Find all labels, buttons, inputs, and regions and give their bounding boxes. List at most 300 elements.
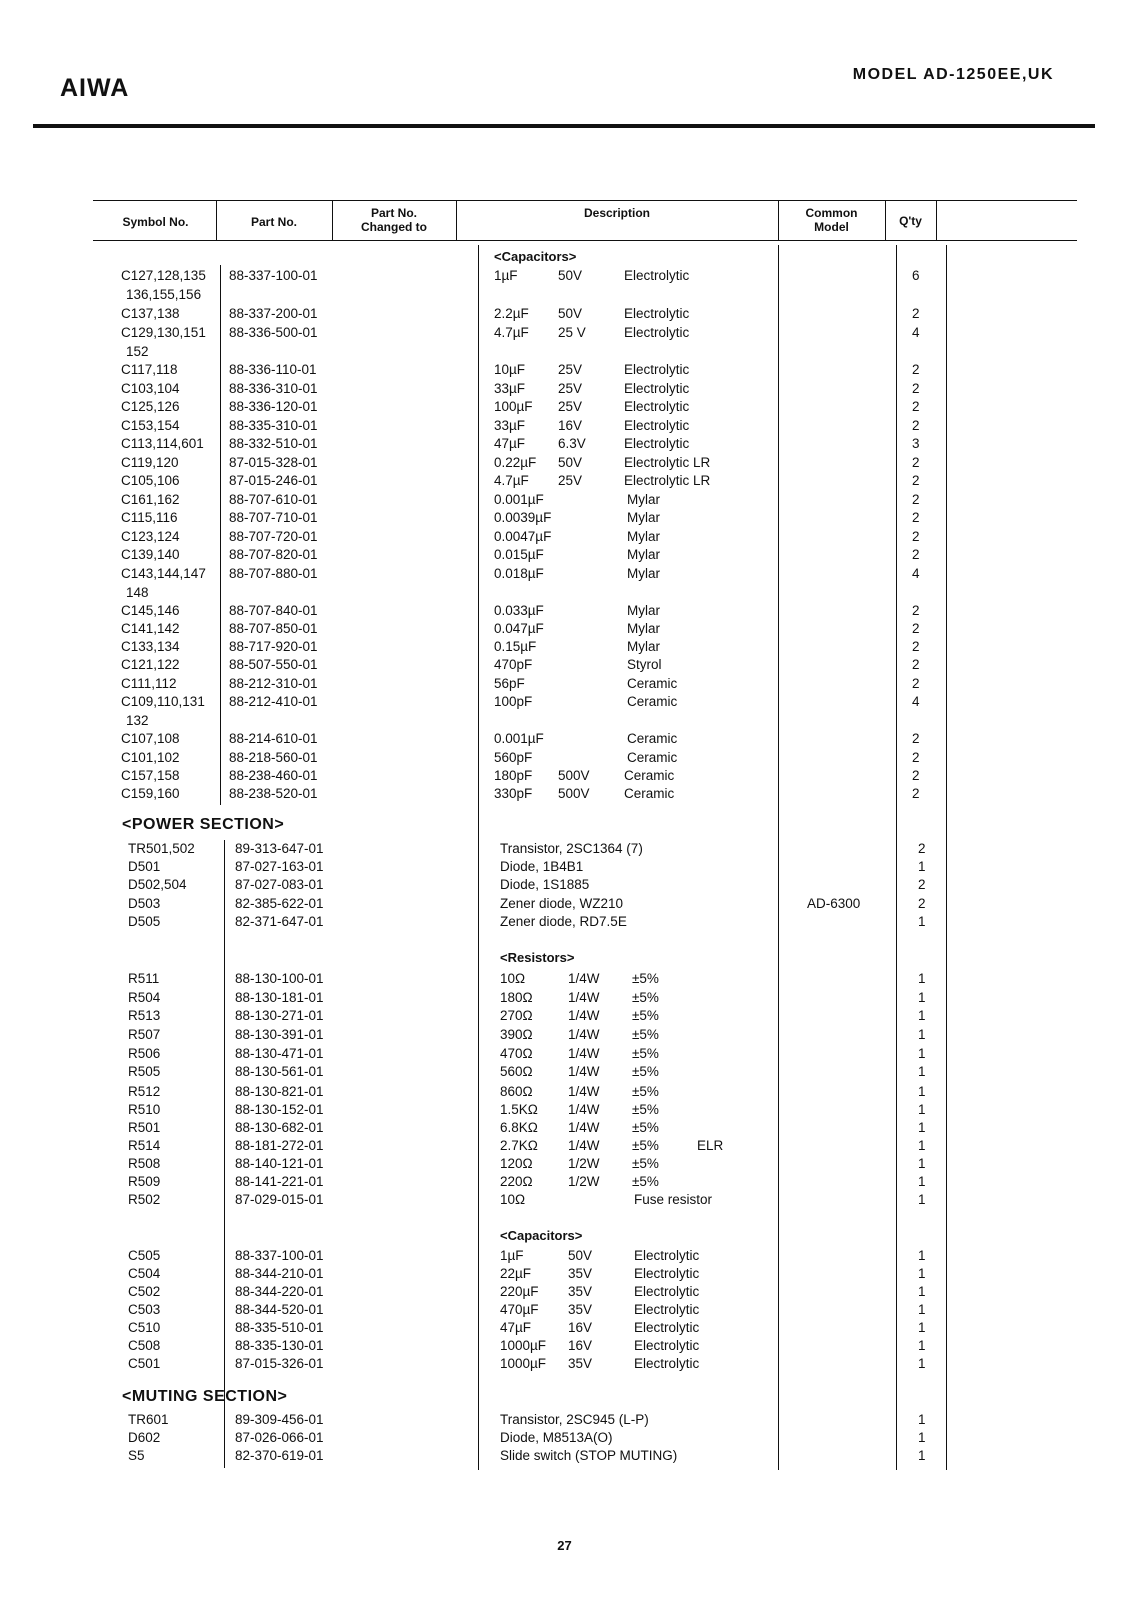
description-value: 0.047µF	[494, 621, 544, 636]
description-rating: 16V	[558, 418, 583, 433]
quantity: 1	[918, 1084, 926, 1099]
symbol-no: R502	[128, 1192, 161, 1207]
description-type: Ceramic	[627, 676, 678, 691]
part-no: 88-130-100-01	[235, 971, 324, 986]
section-heading: <POWER SECTION>	[122, 816, 285, 833]
description-value: 470Ω	[500, 1046, 533, 1061]
quantity: 2	[912, 399, 920, 414]
description-type: Electrolytic	[634, 1320, 700, 1335]
symbol-no: C109,110,131	[121, 694, 205, 709]
symbol-no: C119,120	[121, 455, 179, 470]
page-number: 27	[557, 1538, 572, 1553]
symbol-no: C115,116	[121, 510, 178, 525]
description-type: ±5%	[632, 1008, 659, 1023]
description-type: Ceramic	[627, 731, 678, 746]
symbol-no: C137,138	[121, 306, 180, 321]
quantity: 2	[912, 768, 920, 783]
header-changed: Part No. Changed to	[361, 206, 427, 234]
part-no: 88-130-271-01	[235, 1008, 324, 1023]
quantity: 2	[912, 750, 920, 765]
symbol-no: C161,162	[121, 492, 180, 507]
symbol-no: 136,155,156	[126, 287, 202, 302]
quantity: 2	[912, 786, 920, 801]
description-rating: 35V	[568, 1356, 593, 1371]
symbol-no: R505	[128, 1064, 161, 1079]
symbol-no: C505	[128, 1248, 161, 1263]
description-rating: 1/4W	[568, 1027, 600, 1042]
description-type: Mylar	[627, 492, 660, 507]
symbol-no: R509	[128, 1174, 161, 1189]
quantity: 2	[912, 362, 920, 377]
description-type: Electrolytic	[634, 1302, 700, 1317]
description-type: Electrolytic	[624, 306, 690, 321]
description-rating: 35V	[568, 1266, 593, 1281]
quantity: 1	[918, 1302, 926, 1317]
description-type: Electrolytic	[624, 436, 690, 451]
table-header-line	[93, 240, 1077, 241]
part-no: 88-336-120-01	[229, 399, 318, 414]
part-no: 88-130-391-01	[235, 1027, 324, 1042]
part-no: 88-214-610-01	[229, 731, 318, 746]
part-no: 82-385-622-01	[235, 896, 324, 911]
description-rating: 1/4W	[568, 1120, 600, 1135]
description-value: 390Ω	[500, 1027, 533, 1042]
symbol-no: TR501,502	[128, 841, 195, 856]
symbol-no: C157,158	[121, 768, 180, 783]
quantity: 1	[918, 971, 926, 986]
description-value: 470µF	[500, 1302, 539, 1317]
description-value: 33µF	[494, 381, 526, 396]
description-value: 180Ω	[500, 990, 533, 1005]
description-value: 1µF	[500, 1248, 524, 1263]
description-rating: 1/4W	[568, 1138, 600, 1153]
quantity: 1	[918, 1320, 926, 1335]
part-no: 87-026-066-01	[235, 1430, 324, 1445]
quantity: 1	[918, 1138, 926, 1153]
symbol-no: D602	[128, 1430, 161, 1445]
description-rating: 35V	[568, 1302, 593, 1317]
quantity: 2	[912, 510, 920, 525]
description-type: Mylar	[627, 566, 660, 581]
description-rating: 50V	[558, 306, 583, 321]
description-type: Electrolytic	[624, 268, 690, 283]
quantity: 1	[918, 1448, 926, 1463]
description-value: Diode, M8513A(O)	[500, 1430, 613, 1445]
description-value: 0.0039µF	[494, 510, 552, 525]
part-no: 88-707-820-01	[229, 547, 318, 562]
header-rule	[33, 124, 1095, 128]
description-rating: 1/4W	[568, 1046, 600, 1061]
description-value: 47µF	[500, 1320, 532, 1335]
model-title: MODEL AD-1250EE,UK	[852, 66, 1054, 83]
description-type: ±5%	[632, 1174, 659, 1189]
part-no: 88-335-130-01	[235, 1338, 324, 1353]
description-value: Transistor, 2SC945 (L-P)	[500, 1412, 649, 1427]
symbol-no: C125,126	[121, 399, 180, 414]
description-type: ±5%	[632, 971, 659, 986]
quantity: 2	[912, 621, 920, 636]
quantity: 2	[912, 603, 920, 618]
description-value: 100pF	[494, 694, 533, 709]
description-value: 220µF	[500, 1284, 539, 1299]
quantity: 2	[912, 676, 920, 691]
description-section: <Capacitors>	[494, 249, 577, 264]
body-divider-part-2	[224, 840, 225, 1468]
description-type: Electrolytic LR	[624, 455, 711, 470]
part-no: 88-181-272-01	[235, 1138, 324, 1153]
part-no: 88-707-720-01	[229, 529, 318, 544]
description-rating: 35V	[568, 1284, 593, 1299]
part-no: 82-371-647-01	[235, 914, 324, 929]
description-rating: 50V	[558, 455, 583, 470]
part-no: 88-337-100-01	[229, 268, 318, 283]
quantity: 2	[918, 877, 926, 892]
description-type: Electrolytic	[634, 1248, 700, 1263]
description-value: Transistor, 2SC1364 (7)	[500, 841, 643, 856]
description-value: 100µF	[494, 399, 533, 414]
description-value: Zener diode, RD7.5E	[500, 914, 627, 929]
description-rating: 6.3V	[558, 436, 586, 451]
part-no: 88-707-710-01	[229, 510, 318, 525]
brand-logo: AIWA	[60, 74, 130, 102]
description-type: ±5%	[632, 1064, 659, 1079]
quantity: 1	[918, 1064, 926, 1079]
description-value: 560Ω	[500, 1064, 533, 1079]
symbol-no: R508	[128, 1156, 161, 1171]
description-value: 0.018µF	[494, 566, 544, 581]
quantity: 1	[918, 1192, 926, 1207]
symbol-no: C502	[128, 1284, 161, 1299]
symbol-no: C121,122	[121, 657, 180, 672]
quantity: 1	[918, 1266, 926, 1281]
quantity: 2	[918, 896, 926, 911]
description-value: Zener diode, WZ210	[500, 896, 624, 911]
quantity: 4	[912, 325, 920, 340]
symbol-no: D501	[128, 859, 161, 874]
symbol-no: C501	[128, 1356, 161, 1371]
part-no: 88-130-821-01	[235, 1084, 324, 1099]
part-no: 87-027-163-01	[235, 859, 324, 874]
part-no: 88-130-181-01	[235, 990, 324, 1005]
description-value: Diode, 1S1885	[500, 877, 590, 892]
quantity: 2	[912, 381, 920, 396]
quantity: 1	[918, 1338, 926, 1353]
description-type: Ceramic	[624, 768, 675, 783]
description-value: 0.22µF	[494, 455, 537, 470]
symbol-no: TR601	[128, 1412, 169, 1427]
description-value: 560pF	[494, 750, 533, 765]
description-value: Slide switch (STOP MUTING)	[500, 1448, 678, 1463]
symbol-no: C159,160	[121, 786, 180, 801]
symbol-no: C153,154	[121, 418, 180, 433]
body-divider-desc	[478, 245, 479, 1470]
table-top-line	[93, 200, 1077, 201]
symbol-no: R512	[128, 1084, 161, 1099]
description-type: ±5%	[632, 1046, 659, 1061]
symbol-no: C143,144,147	[121, 566, 206, 581]
body-divider-end	[946, 245, 947, 1470]
body-divider-part	[220, 265, 221, 805]
symbol-no: D503	[128, 896, 161, 911]
quantity: 2	[912, 473, 920, 488]
part-no: 88-707-610-01	[229, 492, 318, 507]
description-value: 270Ω	[500, 1008, 533, 1023]
description-type: ±5%	[632, 1120, 659, 1135]
description-rating: 25 V	[558, 325, 586, 340]
description-value: 470pF	[494, 657, 533, 672]
description-value: 180pF	[494, 768, 533, 783]
part-no: 82-370-619-01	[235, 1448, 324, 1463]
col-divider-6	[936, 200, 937, 240]
part-no: 88-140-121-01	[235, 1156, 324, 1171]
symbol-no: R510	[128, 1102, 161, 1117]
quantity: 2	[912, 529, 920, 544]
part-no: 88-212-410-01	[229, 694, 318, 709]
symbol-no: C503	[128, 1302, 161, 1317]
quantity: 2	[912, 639, 920, 654]
quantity: 1	[918, 1046, 926, 1061]
part-no: 88-707-880-01	[229, 566, 318, 581]
quantity: 1	[918, 914, 926, 929]
part-no: 88-130-152-01	[235, 1102, 324, 1117]
quantity: 2	[912, 731, 920, 746]
symbol-no: C139,140	[121, 547, 180, 562]
description-value: 0.033µF	[494, 603, 544, 618]
quantity: 1	[918, 1356, 926, 1371]
part-no: 88-238-520-01	[229, 786, 318, 801]
symbol-no: C141,142	[121, 621, 180, 636]
symbol-no: R501	[128, 1120, 161, 1135]
description-rating: 1/4W	[568, 1102, 600, 1117]
description-type: Electrolytic	[624, 381, 690, 396]
quantity: 1	[918, 1248, 926, 1263]
symbol-no: C504	[128, 1266, 161, 1281]
part-no: 87-015-246-01	[229, 473, 318, 488]
description-rating: 1/4W	[568, 1064, 600, 1079]
part-no: 88-707-840-01	[229, 603, 318, 618]
description-type: Ceramic	[627, 750, 678, 765]
description-type: Electrolytic	[624, 399, 690, 414]
quantity: 1	[918, 990, 926, 1005]
description-value: 1000µF	[500, 1338, 547, 1353]
description-rating: 1/4W	[568, 1084, 600, 1099]
section-heading: <MUTING SECTION>	[122, 1388, 288, 1405]
description-value: 1000µF	[500, 1356, 547, 1371]
description-rating: 1/4W	[568, 1008, 600, 1023]
symbol-no: C129,130,151	[121, 325, 206, 340]
description-value: 1µF	[494, 268, 518, 283]
description-rating: 1/4W	[568, 971, 600, 986]
symbol-no: C123,124	[121, 529, 180, 544]
description-value: 33µF	[494, 418, 526, 433]
description-value: 220Ω	[500, 1174, 533, 1189]
quantity: 1	[918, 1284, 926, 1299]
symbol-no: C117,118	[121, 362, 178, 377]
quantity: 2	[918, 841, 926, 856]
symbol-no: C111,112	[121, 676, 177, 691]
quantity: 4	[912, 566, 920, 581]
quantity: 1	[918, 1412, 926, 1427]
description-value: 0.001µF	[494, 492, 544, 507]
description-rating: 16V	[568, 1338, 593, 1353]
symbol-no: 132	[126, 713, 149, 728]
description-type: Mylar	[627, 547, 660, 562]
header-description: Description	[583, 206, 650, 220]
description-value: 4.7µF	[494, 473, 529, 488]
symbol-no: C113,114,601	[121, 436, 204, 451]
description-rating: 25V	[558, 362, 583, 377]
symbol-no: D505	[128, 914, 161, 929]
quantity: 1	[918, 1156, 926, 1171]
quantity: 1	[918, 1120, 926, 1135]
symbol-no: C127,128,135	[121, 268, 206, 283]
part-no: 88-717-920-01	[229, 639, 318, 654]
description-type: Electrolytic LR	[624, 473, 711, 488]
description-type: Ceramic	[627, 694, 678, 709]
description-type: ±5%	[632, 1084, 659, 1099]
part-no: 88-335-310-01	[229, 418, 318, 433]
description-value: 2.2µF	[494, 306, 529, 321]
part-no: 88-337-200-01	[229, 306, 318, 321]
quantity: 2	[912, 657, 920, 672]
description-type: ±5%	[632, 990, 659, 1005]
description-type: Electrolytic	[624, 362, 690, 377]
symbol-no: C145,146	[121, 603, 180, 618]
symbol-no: C510	[128, 1320, 161, 1335]
part-no: 88-344-210-01	[235, 1266, 324, 1281]
quantity: 2	[912, 547, 920, 562]
symbol-no: C103,104	[121, 381, 180, 396]
description-type: ±5%	[632, 1156, 659, 1171]
quantity: 1	[918, 1174, 926, 1189]
symbol-no: C105,106	[121, 473, 180, 488]
description-value: 22µF	[500, 1266, 532, 1281]
symbol-no: R514	[128, 1138, 161, 1153]
description-rating: 25V	[558, 473, 583, 488]
part-no: 87-027-083-01	[235, 877, 324, 892]
symbol-no: R511	[128, 971, 160, 986]
symbol-no: C133,134	[121, 639, 180, 654]
symbol-no: R513	[128, 1008, 161, 1023]
quantity: 2	[912, 492, 920, 507]
description-type: Mylar	[627, 639, 660, 654]
quantity: 1	[918, 1102, 926, 1117]
quantity: 2	[912, 418, 920, 433]
part-no: 88-337-100-01	[235, 1248, 324, 1263]
part-no: 88-336-500-01	[229, 325, 318, 340]
description-rating: 50V	[558, 268, 583, 283]
part-no: 87-015-326-01	[235, 1356, 324, 1371]
part-no: 88-344-220-01	[235, 1284, 324, 1299]
description-rating: 1/2W	[568, 1156, 600, 1171]
description-rating: 16V	[568, 1320, 593, 1335]
symbol-no: R507	[128, 1027, 161, 1042]
description-type: Mylar	[627, 529, 660, 544]
description-type: Fuse resistor	[634, 1192, 713, 1207]
common-model: AD-6300	[807, 896, 861, 911]
part-no: 88-238-460-01	[229, 768, 318, 783]
description-value: Diode, 1B4B1	[500, 859, 584, 874]
description-rating: 1/2W	[568, 1174, 600, 1189]
body-divider-common	[778, 245, 779, 1470]
description-rating: 50V	[568, 1248, 593, 1263]
quantity: 3	[912, 436, 920, 451]
part-no: 88-707-850-01	[229, 621, 318, 636]
part-no: 88-336-110-01	[229, 362, 317, 377]
part-no: 88-141-221-01	[235, 1174, 324, 1189]
description-type: Electrolytic	[634, 1266, 700, 1281]
part-no: 88-130-682-01	[235, 1120, 324, 1135]
part-no: 88-336-310-01	[229, 381, 318, 396]
description-type: Mylar	[627, 603, 660, 618]
symbol-no: R506	[128, 1046, 161, 1061]
quantity: 4	[912, 694, 920, 709]
description-value: 56pF	[494, 676, 525, 691]
description-type: ±5%	[632, 1102, 659, 1117]
description-value: 0.015µF	[494, 547, 544, 562]
description-note: ELR	[697, 1138, 724, 1153]
description-type: Electrolytic	[634, 1356, 700, 1371]
description-type: Electrolytic	[634, 1284, 700, 1299]
part-no: 88-130-561-01	[235, 1064, 324, 1079]
part-no: 88-332-510-01	[229, 436, 318, 451]
description-type: Mylar	[627, 621, 660, 636]
symbol-no: D502,504	[128, 877, 187, 892]
header-common: Common Model	[805, 206, 858, 234]
description-value: 1.5KΩ	[500, 1102, 538, 1117]
description-rating: 500V	[558, 786, 590, 801]
description-value: 0.001µF	[494, 731, 544, 746]
description-rating: 25V	[558, 399, 583, 414]
part-no: 88-335-510-01	[235, 1320, 324, 1335]
description-type: ±5%	[632, 1138, 659, 1153]
header-qty: Q'ty	[899, 214, 922, 228]
part-no: 87-029-015-01	[235, 1192, 324, 1207]
description-section: <Capacitors>	[500, 1228, 583, 1243]
description-value: 6.8KΩ	[500, 1120, 538, 1135]
quantity: 1	[918, 1008, 926, 1023]
description-type: Electrolytic	[624, 325, 690, 340]
quantity: 1	[918, 1430, 926, 1445]
symbol-no: S5	[128, 1448, 145, 1463]
part-no: 89-313-647-01	[235, 841, 324, 856]
part-no: 88-507-550-01	[229, 657, 318, 672]
body-divider-qty	[896, 245, 897, 1470]
symbol-no: C508	[128, 1338, 161, 1353]
description-type: Styrol	[627, 657, 662, 672]
description-rating: 1/4W	[568, 990, 600, 1005]
description-value: 330pF	[494, 786, 533, 801]
description-value: 4.7µF	[494, 325, 529, 340]
symbol-no: 148	[126, 585, 149, 600]
part-no: 88-212-310-01	[229, 676, 318, 691]
description-value: 860Ω	[500, 1084, 533, 1099]
description-type: ±5%	[632, 1027, 659, 1042]
description-section: <Resistors>	[500, 950, 575, 965]
symbol-no: C107,108	[121, 731, 180, 746]
description-value: 120Ω	[500, 1156, 533, 1171]
part-no: 88-344-520-01	[235, 1302, 324, 1317]
part-no: 88-218-560-01	[229, 750, 318, 765]
quantity: 2	[912, 455, 920, 470]
part-no: 87-015-328-01	[229, 455, 318, 470]
description-type: Electrolytic	[634, 1338, 700, 1353]
part-no: 89-309-456-01	[235, 1412, 324, 1427]
description-value: 10Ω	[500, 971, 526, 986]
quantity: 1	[918, 859, 926, 874]
quantity: 2	[912, 306, 920, 321]
header-part: Part No.	[250, 215, 297, 229]
